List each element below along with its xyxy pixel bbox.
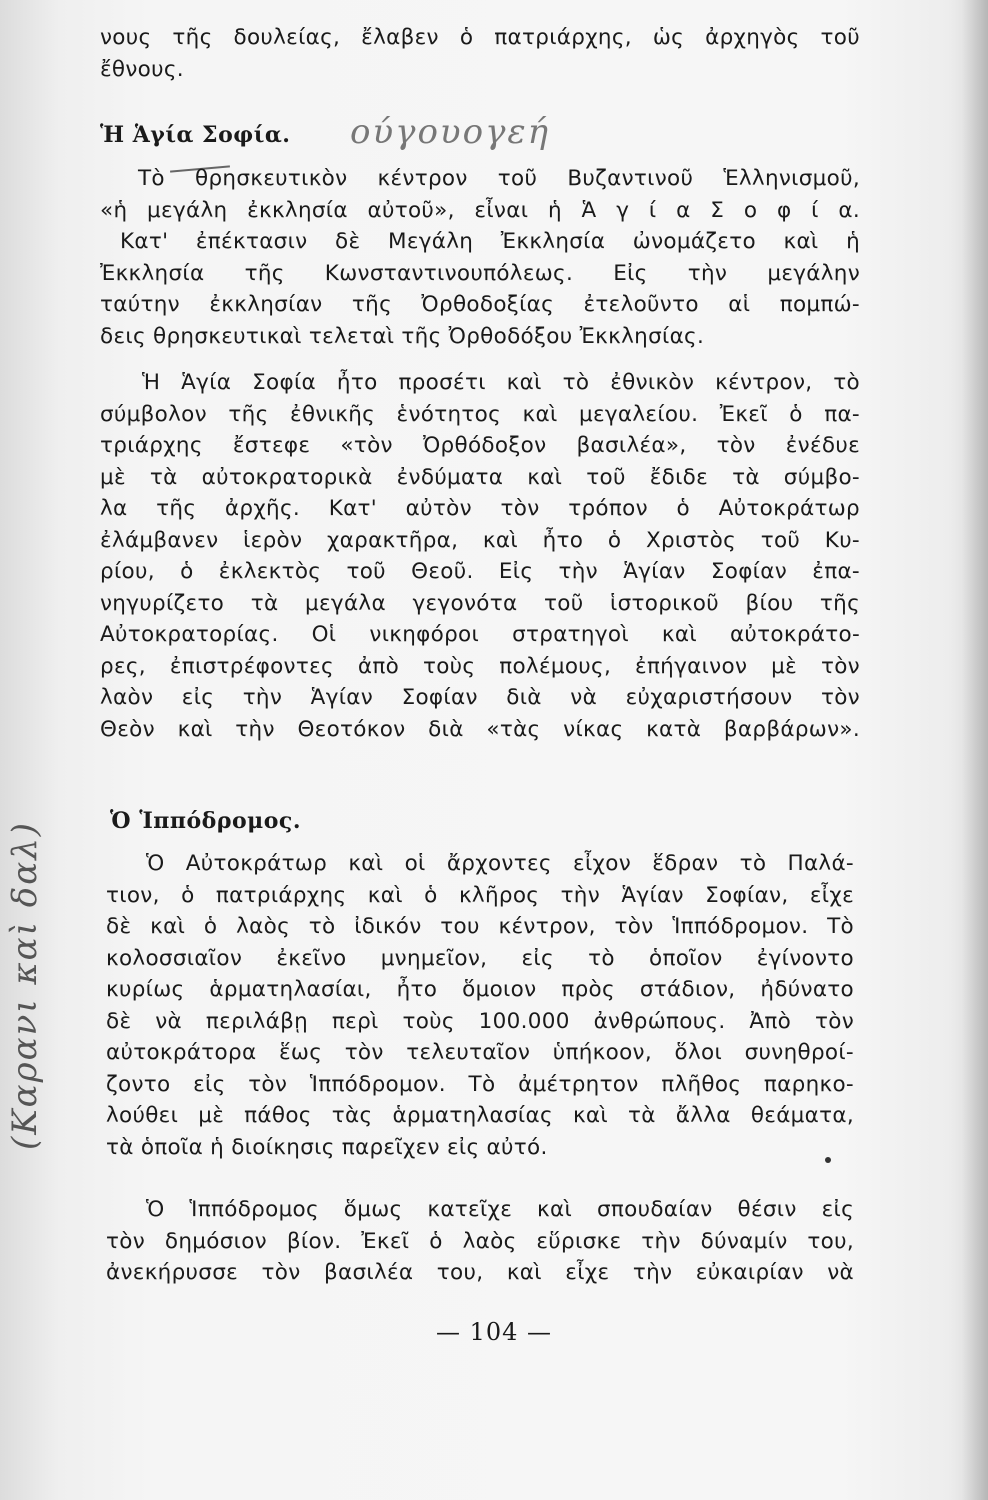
page-number: — 104 — [435,1318,553,1346]
top-paragraph [100,22,860,85]
section2-paragraph-1 [106,848,854,1163]
text-line: Αὐτοκρατορίας. Οἱ νικηφόροι στρατηγοὶ καὶ αὐτοκράτο- [100,622,860,647]
section2-paragraph-2 [106,1194,854,1289]
text-line: κυρίως ἁρματηλασίαι, ἦτο ὅμοιον πρὸς στάδιον, ἠδύνατο [106,977,854,1002]
text-line: ἀνεκήρυσσε τὸν βασιλέα του, καὶ εἶχε τὴν εὐκαιρίαν νὰ [106,1260,854,1285]
text-line: Τὸ θρησκευτικὸν κέντρον τοῦ Βυζαντινοῦ Ἑλληνισμοῦ, [138,166,860,191]
text-line: αὐτοκράτορα ἕως τὸν τελευταῖον ὑπήκοον, ὅλοι συνηθροί- [106,1040,854,1065]
text-line: ζοντο εἰς τὸν Ἱππόδρομον. Τὸ ἀμέτρητον πλῆθος παρηκο- [106,1071,854,1097]
text-line: σύμβολον τῆς ἐθνικῆς ἑνότητος καὶ μεγαλείου. Ἐκεῖ ὁ πα- [100,401,860,427]
text-line: ταύτην ἐκκλησίαν τῆς Ὀρθοδοξίας ἐτελοῦντο αἱ πομπώ- [100,292,860,317]
text-line: ἐλάμβανεν ἱερὸν χαρακτῆρα, καὶ ἦτο ὁ Χριστὸς τοῦ Κυ- [100,527,860,553]
section1-paragraph-1 [100,163,860,352]
ink-dot [825,1157,831,1163]
text-line: δὲ καὶ ὁ λαὸς τὸ ἰδικόν του κέντρον, τὸν Ἱππόδρομον. Τὸ [106,914,854,939]
text-line: Κατ' ἐπέκτασιν δὲ Μεγάλη Ἐκκλησία ὠνομάζετο καὶ ἡ [120,229,860,254]
text-line: τὰ ὁποῖα ἡ διοίκησις παρεῖχεν εἰς αὐτό. [106,1134,548,1160]
text-line: κολοσσιαῖον ἐκεῖνο μνημεῖον, εἰς τὸ ὁποῖον ἐγίνοντο [106,945,854,971]
text-line: Ὁ Ἱππόδρομος ὅμως κατεῖχε καὶ σπουδαίαν θέσιν εἰς [146,1197,854,1222]
text-line: ρες, ἐπιστρέφοντες ἀπὸ τοὺς πολέμους, ἐπήγαινον μὲ τὸν [100,653,860,679]
text-line: λαὸν εἰς τὴν Ἁγίαν Σοφίαν διὰ νὰ εὐχαριστήσουν τὸν [100,685,860,710]
margin-handwritten-note: (Καρανι καὶ δαλ) [5,820,45,1150]
text-line: ρίου, ὁ ἐκλεκτὸς τοῦ Θεοῦ. Εἰς τὴν Ἁγίαν Σοφίαν ἐπα- [100,559,860,584]
text-line: λούθει μὲ πάθος τὰς ἁρματηλασίας καὶ τὰ ἄλλα θεάματα, [106,1103,854,1128]
text-line: νηγυρίζετο τὰ μεγάλα γεγονότα τοῦ ἱστορικοῦ βίου τῆς [100,590,860,616]
text-line: Ὁ Αὐτοκράτωρ καὶ οἱ ἄρχοντες εἶχον ἕδραν τὸ Παλά- [146,851,854,876]
section1-paragraph-2 [100,367,860,745]
text-line: Ἡ Ἁγία Σοφία ἦτο προσέτι καὶ τὸ ἐθνικὸν κέντρον, τὸ [142,370,860,395]
text-line: μὲ τὰ αὐτοκρατορικὰ ἐνδύματα καὶ τοῦ ἔδιδε τὰ σύμβο- [100,464,860,490]
text-line: λα τῆς ἀρχῆς. Κατ' αὐτὸν τὸν τρόπον ὁ Αὐτοκράτωρ [100,496,860,521]
text-line: δὲ νὰ περιλάβῃ περὶ τοὺς 100.000 ἀνθρώπους. Ἀπὸ τὸν [106,1008,854,1034]
text-line: νους τῆς δουλείας, ἔλαβεν ὁ πατριάρχης, ὡς ἀρχηγὸς τοῦ [100,25,860,50]
text-line: ἔθνους. [100,56,184,82]
text-line: Ἐκκλησία τῆς Κωνσταντινουπόλεως. Εἰς τὴν μεγάλην [100,260,860,286]
text-line: τριάρχης ἔστεφε «τὸν Ὀρθόδοξον βασιλέα», τὸν ἐνέδυε [100,433,860,458]
handwritten-annotation: ούγουογεή [350,112,551,152]
text-line: τὸν δημόσιον βίον. Ἐκεῖ ὁ λαὸς εὕρισκε τὴν δύναμίν του, [106,1228,854,1254]
section-heading-ippodromos: Ὁ Ἱππόδρομος. [110,808,301,834]
section-heading-agia-sofia: Ἡ Ἁγία Σοφία. [100,122,291,148]
text-line: «ἡ μεγάλη ἐκκλησία αὐτοῦ», εἶναι ἡ Ἁ γ ί α Σ ο φ ί α. [100,197,860,223]
text-line: τιον, ὁ πατριάρχης καὶ ὁ κλῆρος τὴν Ἁγίαν Σοφίαν, εἶχε [106,882,854,908]
text-line: δεις θρησκευτικαὶ τελεταὶ τῆς Ὀρθοδόξου Ἐκκλησίας. [100,323,705,349]
text-line: Θεὸν καὶ τὴν Θεοτόκον διὰ «τὰς νίκας κατὰ βαρβάρων». [100,716,860,742]
page-edge-shadow [962,0,988,1500]
